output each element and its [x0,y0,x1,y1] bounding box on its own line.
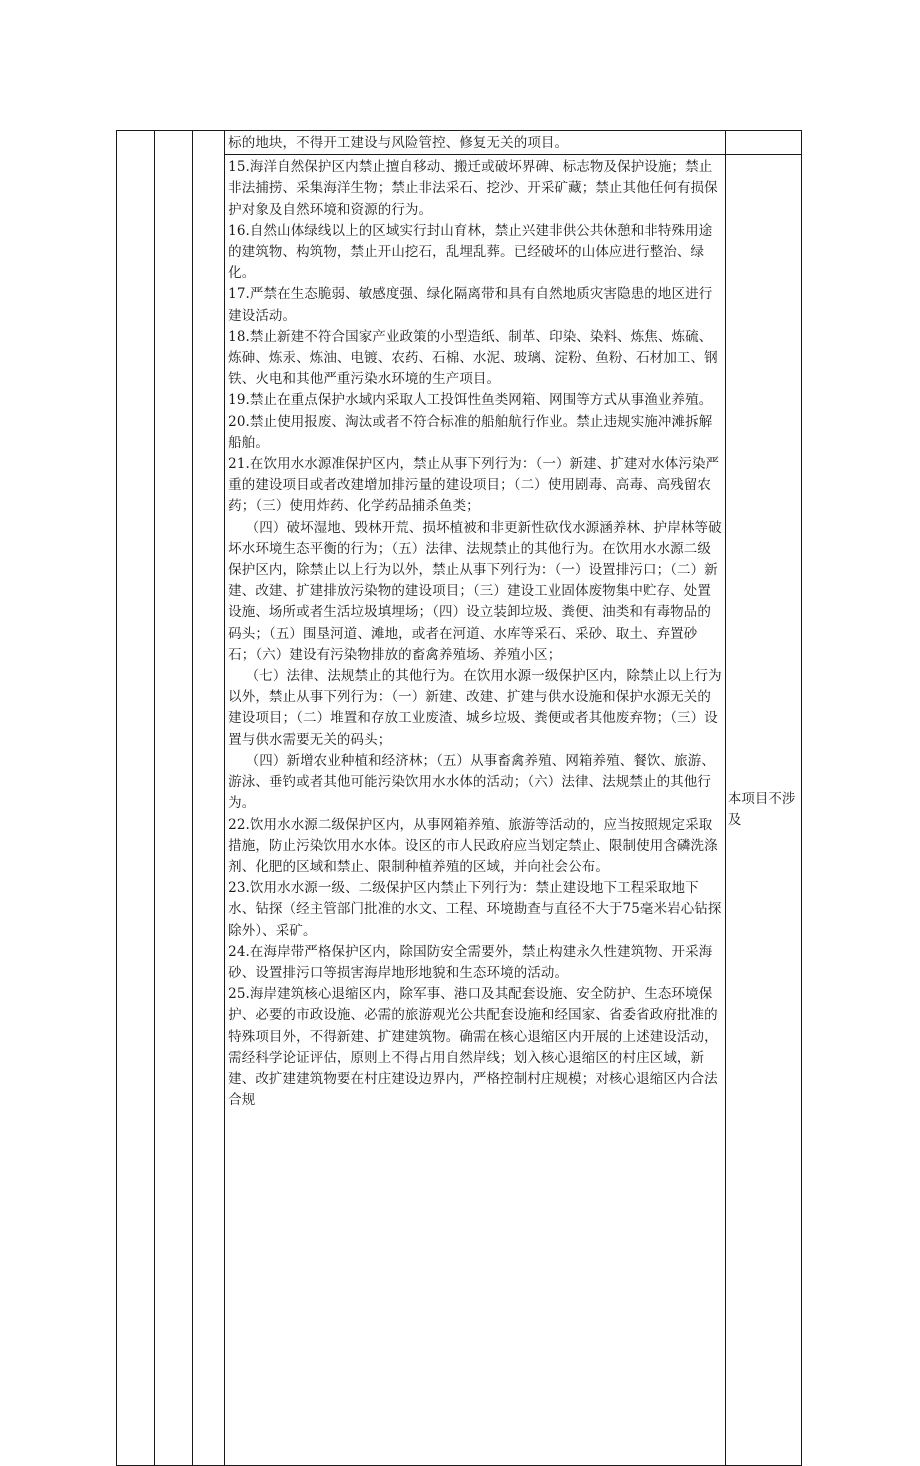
subcategory-cell [193,131,225,1466]
compliance-note-cell [725,155,801,1466]
table-row [117,131,802,155]
compliance-note: 本项目不涉及 [727,791,796,829]
requirements-table [116,130,802,1466]
requirement-item: 22.饮用水水源二级保护区内，从事网箱养殖、旅游等活动的，应当按照规定采取措施，防止污染饮用水水体。设区的市人民政府应当划定禁止、限制使用含磷洗涤剂、化肥的区域和禁止、限制种植养殖的区域，并向社会公布。 [228,816,718,875]
requirements-cell [225,155,726,1466]
continuation-text: 标的地块，不得开工建设与风险管控、修复无关的项目。 [228,135,569,151]
requirement-item: 20.禁止使用报废、淘汰或者不符合标准的船舶航行作业。禁止违规实施冲滩拆解船舶。 [228,413,713,451]
requirement-item: 24.在海岸带严格保护区内，除国防安全需要外，禁止构建永久性建筑物、开采海砂、设置排污口等损害海岸地形地貌和生态环境的活动。 [228,943,713,981]
requirement-item: 23.饮用水水源一级、二级保护区内禁止下列行为：禁止建设地下工程采取地下水、钻探（经主管部门批准的水文、工程、环境勘查与直径不大于75毫米岩心钻探除外）、采矿。 [228,880,722,939]
requirement-item: 18.禁止新建不符合国家产业政策的小型造纸、制革、印染、染料、炼焦、炼硫、炼砷、炼汞、炼油、电镀、农药、石棉、水泥、玻璃、淀粉、鱼粉、石材加工、钢铁、火电和其他严重污染水环境的生产项目。 [228,328,718,388]
requirement-item: （四）破坏湿地、毁林开荒、损坏植被和非更新性砍伐水源涵养林、护岸林等破坏水环境生态平衡的行为；（五）法律、法规禁止的其他行为。在饮用水水源二级保护区内，除禁止以上行为以外，禁止从事下列行为：（一）设置排污口；（二）新建、改建、扩建排放污染物的建设项目；（三）建设工业固体废物集中贮存、处置设施、场所或者生活垃圾填埋场；（四）设立装卸垃圾、粪便、油类和有毒物品的码头；（五）围垦河道、滩地，或者在河道、水库等采石、采砂、取土、弃置砂石；（六）建设有污染物排放的畜禽养殖场、养殖小区； [228,519,722,663]
index-cell [117,131,155,1466]
requirement-item: 16.自然山体绿线以上的区域实行封山育林，禁止兴建非供公共休憩和非特殊用途的建筑物、构筑物，禁止开山挖石，乱埋乱葬。已经破坏的山体应进行整治、绿化。 [228,222,713,282]
category-cell [155,131,193,1466]
continuation-cell [225,131,726,155]
requirement-item: 21.在饮用水水源准保护区内，禁止从事下列行为：（一）新建、扩建对水体污染严重的建设项目或者改建增加排污量的建设项目；（二）使用剧毒、高毒、高残留农药；（三）使用炸药、化学药品捕杀鱼类； [228,456,720,515]
requirement-item: 19.禁止在重点保护水域内采取人工投饵性鱼类网箱、网围等方式从事渔业养殖。 [228,392,713,409]
requirement-item: 15.海洋自然保护区内禁止擅自移动、搬迁或破坏界碑、标志物及保护设施；禁止非法捕捞、采集海洋生物；禁止非法采石、挖沙、开采矿藏；禁止其他任何有损保护对象及自然环境和资源的行为。 [228,159,718,218]
note-cell-top [725,131,801,155]
requirement-item: （七）法律、法规禁止的其他行为。在饮用水源一级保护区内，除禁止以上行为以外，禁止从事下列行为：（一）新建、改建、扩建与供水设施和保护水源无关的建设项目；（二）堆置和存放工业废渣、城乡垃圾、粪便或者其他废弃物；（三）设置与供水需要无关的码头； [228,668,722,748]
requirement-item: 25.海岸建筑核心退缩区内，除军事、港口及其配套设施、安全防护、生态环境保护、必要的市政设施、必需的旅游观光公共配套设施和经国家、省委省政府批准的特殊项目外，不得新建、扩建建筑物。确需在核心退缩区内开展的上述建设活动，需经科学论证评估，原则上不得占用自然岸线；划入核心退缩区的村庄区域，新建、改扩建建筑物要在村庄建设边界内，严格控制村庄规模；对核心退缩区内合法合规 [228,986,718,1109]
requirement-item: （四）新增农业种植和经济林；（五）从事畜禽养殖、网箱养殖、餐饮、旅游、游泳、垂钓或者其他可能污染饮用水水体的活动；（六）法律、法规禁止的其他行为。 [228,752,715,812]
requirements-list [225,155,725,1111]
requirement-item: 17.严禁在生态脆弱、敏感度强、绿化隔离带和具有自然地质灾害隐患的地区进行建设活动。 [228,286,713,324]
